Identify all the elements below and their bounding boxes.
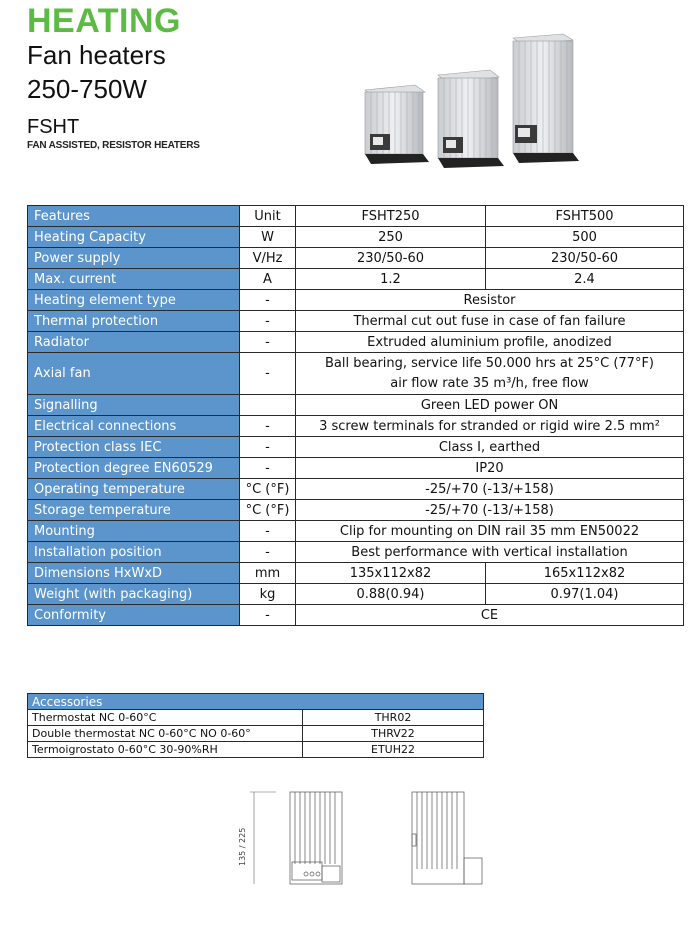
- axial-fan-line2: air flow rate 35 m³/h, free flow: [390, 375, 589, 391]
- features-header: Features: [28, 206, 240, 227]
- row-value-col2: 0.97(1.04): [486, 584, 684, 605]
- product-subtitle: FAN ASSISTED, RESISTOR HEATERS: [27, 140, 200, 151]
- row-value: IP20: [296, 458, 684, 479]
- accessory-row: [28, 710, 484, 726]
- row-value: CE: [296, 605, 684, 626]
- accessory-code: THR02: [303, 710, 484, 726]
- row-value: [296, 353, 684, 395]
- table-row: [28, 311, 684, 332]
- row-label: Dimensions HxWxD: [28, 563, 240, 584]
- table-row: [28, 290, 684, 311]
- row-label: Axial fan: [28, 353, 240, 395]
- row-value: Extruded aluminium profile, anodized: [296, 332, 684, 353]
- table-row: [28, 437, 684, 458]
- technical-drawing: [236, 784, 496, 894]
- row-value-col1: 135x112x82: [296, 563, 486, 584]
- row-label: Protection class IEC: [28, 437, 240, 458]
- row-unit: W: [240, 227, 296, 248]
- row-value-col2: 500: [486, 227, 684, 248]
- row-unit: -: [240, 290, 296, 311]
- specifications-table: [27, 205, 684, 626]
- row-unit: -: [240, 353, 296, 395]
- row-unit: -: [240, 311, 296, 332]
- table-row: [28, 521, 684, 542]
- category-heading: HEATING: [27, 2, 181, 40]
- row-unit: -: [240, 458, 296, 479]
- row-value-col2: 230/50-60: [486, 248, 684, 269]
- table-row: [28, 269, 684, 290]
- accessory-name: Termoigrostato 0-60°C 30-90%RH: [28, 742, 303, 758]
- row-value-col1: 230/50-60: [296, 248, 486, 269]
- row-value: 3 screw terminals for stranded or rigid wire 2.5 mm²: [296, 416, 684, 437]
- row-label: Thermal protection: [28, 311, 240, 332]
- row-label: Max. current: [28, 269, 240, 290]
- table-row: [28, 395, 684, 416]
- row-value: Best performance with vertical installation: [296, 542, 684, 563]
- row-label: Heating Capacity: [28, 227, 240, 248]
- table-row: [28, 458, 684, 479]
- row-value: Clip for mounting on DIN rail 35 mm EN50022: [296, 521, 684, 542]
- row-unit: -: [240, 542, 296, 563]
- heater-small-image: [365, 85, 429, 164]
- row-unit: °C (°F): [240, 500, 296, 521]
- table-row: [28, 563, 684, 584]
- accessories-header-row: [28, 694, 484, 710]
- side-view-drawing: [412, 792, 482, 884]
- power-range: 250-750W: [27, 74, 147, 104]
- table-row: [28, 353, 684, 395]
- table-row: [28, 227, 684, 248]
- accessory-row: [28, 726, 484, 742]
- row-value: Class I, earthed: [296, 437, 684, 458]
- row-label: Heating element type: [28, 290, 240, 311]
- table-row: [28, 416, 684, 437]
- axial-fan-line1: Ball bearing, service life 50.000 hrs at 25°C (77°F): [324, 355, 655, 371]
- unit-header: Unit: [240, 206, 296, 227]
- row-label: Installation position: [28, 542, 240, 563]
- row-unit: -: [240, 521, 296, 542]
- row-value: Green LED power ON: [296, 395, 684, 416]
- row-label: Electrical connections: [28, 416, 240, 437]
- product-photo: [355, 30, 590, 172]
- row-unit: °C (°F): [240, 479, 296, 500]
- table-row: [28, 332, 684, 353]
- table-row: [28, 584, 684, 605]
- row-value-col1: 0.88(0.94): [296, 584, 486, 605]
- accessory-name: Thermostat NC 0-60°C: [28, 710, 303, 726]
- row-unit: mm: [240, 563, 296, 584]
- table-row: [28, 542, 684, 563]
- row-value: -25/+70 (-13/+158): [296, 500, 684, 521]
- model-family: FSHT: [27, 116, 80, 138]
- accessory-code: THRV22: [303, 726, 484, 742]
- table-row: [28, 479, 684, 500]
- row-unit: kg: [240, 584, 296, 605]
- accessories-title: Accessories: [28, 694, 484, 710]
- row-label: Storage temperature: [28, 500, 240, 521]
- table-row: [28, 248, 684, 269]
- row-label: Protection degree EN60529: [28, 458, 240, 479]
- table-header-row: [28, 206, 684, 227]
- model-col2-header: FSHT500: [486, 206, 684, 227]
- row-value-col2: 165x112x82: [486, 563, 684, 584]
- row-value: -25/+70 (-13/+158): [296, 479, 684, 500]
- row-label: Mounting: [28, 521, 240, 542]
- row-unit: V/Hz: [240, 248, 296, 269]
- row-unit: [240, 395, 296, 416]
- row-unit: -: [240, 605, 296, 626]
- row-unit: -: [240, 437, 296, 458]
- row-label: Signalling: [28, 395, 240, 416]
- model-col1-header: FSHT250: [296, 206, 486, 227]
- row-label: Radiator: [28, 332, 240, 353]
- front-view-drawing: [290, 792, 342, 884]
- row-label: Operating temperature: [28, 479, 240, 500]
- row-label: Weight (with packaging): [28, 584, 240, 605]
- row-value: Thermal cut out fuse in case of fan failure: [296, 311, 684, 332]
- accessory-name: Double thermostat NC 0-60°C NO 0-60°: [28, 726, 303, 742]
- dimension-label: 135 / 225: [238, 827, 247, 866]
- heater-large-image: [513, 34, 579, 163]
- accessories-table: [27, 693, 484, 758]
- row-unit: -: [240, 332, 296, 353]
- heater-medium-image: [438, 70, 504, 168]
- accessory-code: ETUH22: [303, 742, 484, 758]
- table-row: [28, 605, 684, 626]
- row-label: Power supply: [28, 248, 240, 269]
- row-value-col2: 2.4: [486, 269, 684, 290]
- row-label: Conformity: [28, 605, 240, 626]
- row-value-col1: 1.2: [296, 269, 486, 290]
- row-value: Resistor: [296, 290, 684, 311]
- product-title: Fan heaters: [27, 40, 166, 70]
- accessory-row: [28, 742, 484, 758]
- row-unit: A: [240, 269, 296, 290]
- table-row: [28, 500, 684, 521]
- row-value-col1: 250: [296, 227, 486, 248]
- row-unit: -: [240, 416, 296, 437]
